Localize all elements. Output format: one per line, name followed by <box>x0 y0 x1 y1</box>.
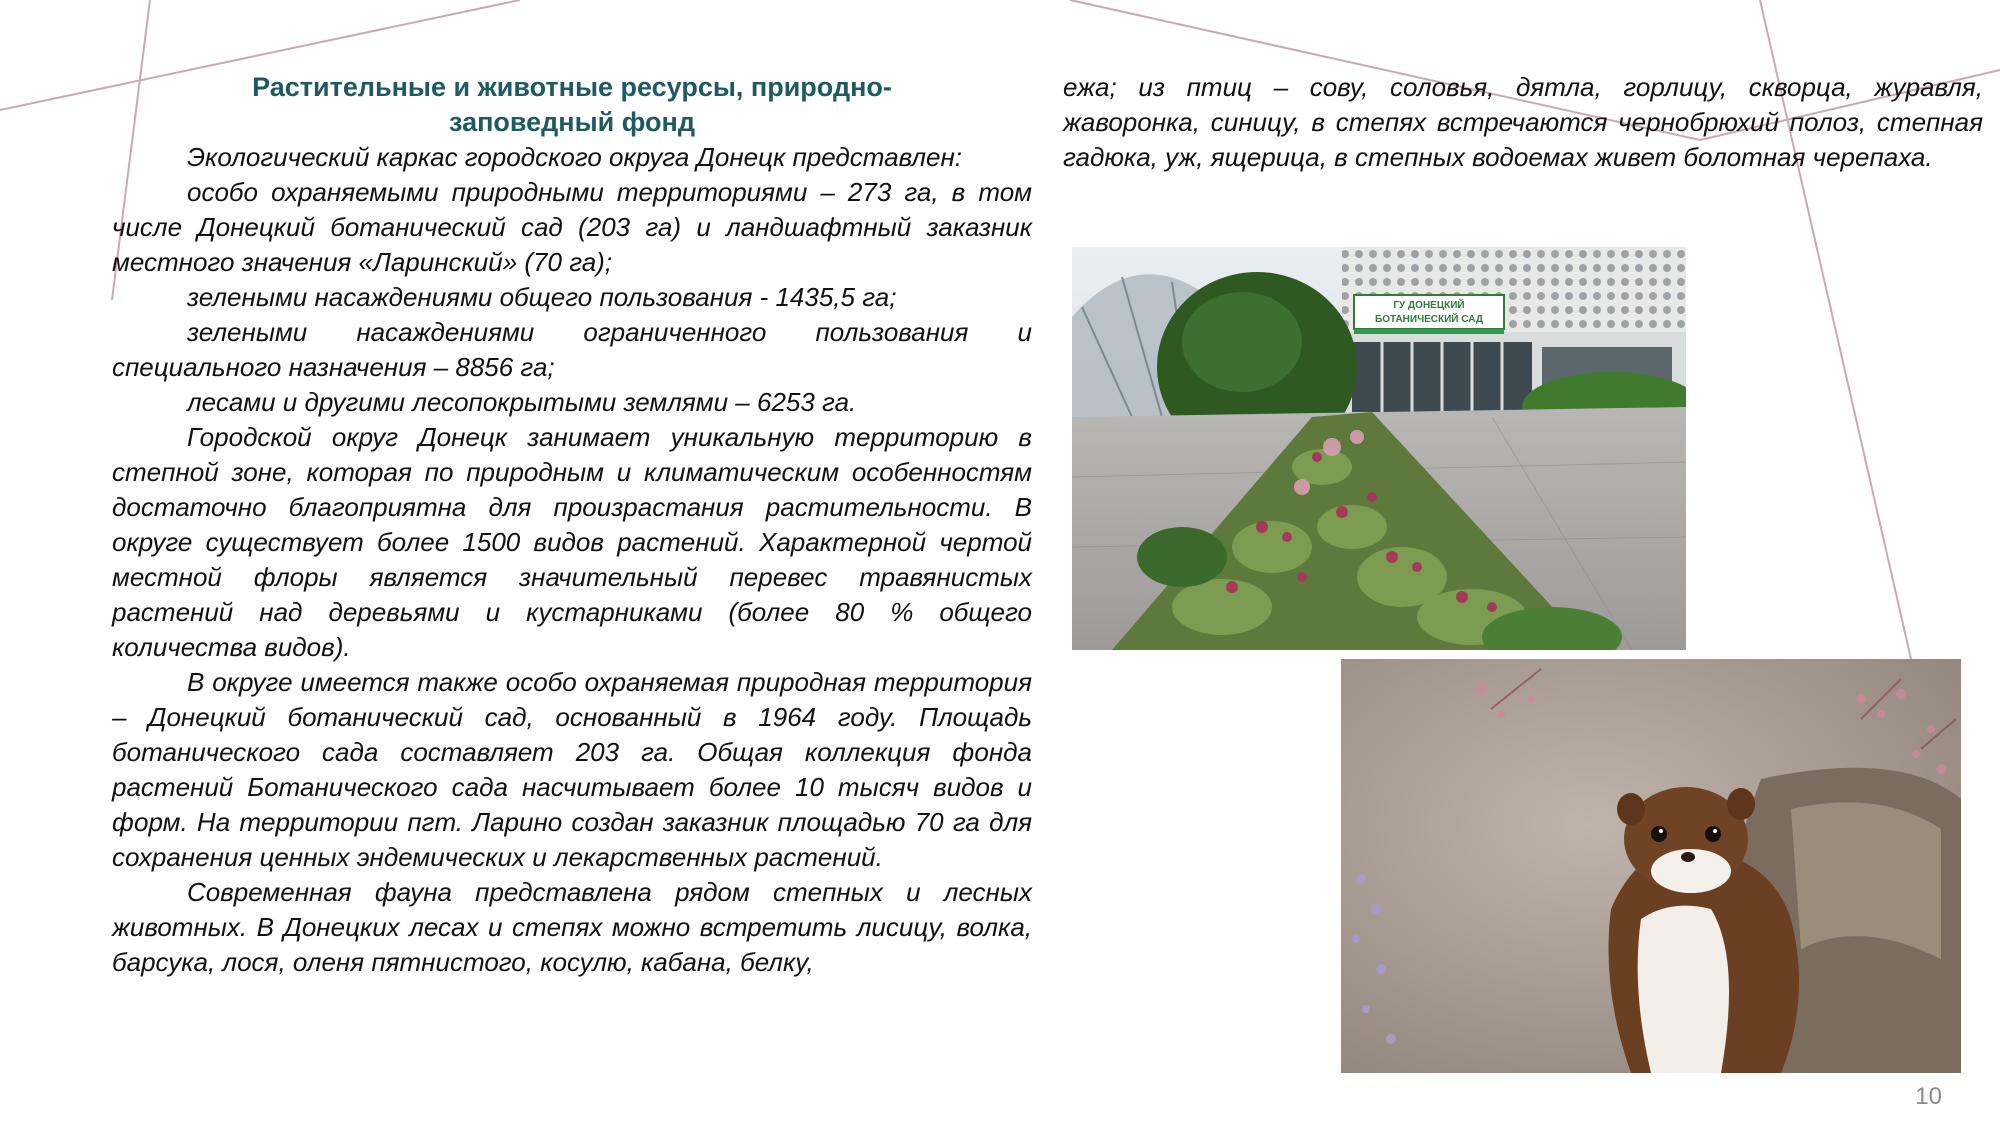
paragraph-fauna-continued: ежа; из птиц – сову, соловья, дятла, горлицу, скворца, журавля, жаворонка, синицу, в степях встречаются чернобрюхий полоз, степная гадюка, уж, ящерица, в степных водоемах живет болотная черепаха. <box>1063 72 1983 172</box>
botanical-garden-photo <box>1072 247 1686 650</box>
weasel-photo <box>1341 659 1961 1073</box>
garden-sign-line-1: ГУ ДОНЕЦКИЙ <box>1393 300 1465 311</box>
paragraph-botanical-garden: В округе имеется также особо охраняемая природная территория – Донецкий ботанический сад, основанный в 1964 году. Площадь ботанического сада составляет 203 га. Общая коллекция фонда растений Ботанического сада насчитывает более 10 тысяч видов и форм. На территории пгт. Ларино создан заказник площадью 70 га для сохранения ценных эндемических и лекарственных растений. <box>112 667 1032 872</box>
paragraph-protected-areas: особо охраняемыми природными территориями – 273 га, в том числе Донецкий ботанический сад (203 га) и ландшафтный заказник местного значения «Ларинский» (70 га); <box>112 177 1032 277</box>
paragraph-restricted-green: зелеными насаждениями ограниченного пользования и специального назначения – 8856 га; <box>112 317 1032 382</box>
right-text-column <box>1063 70 1983 175</box>
paragraph-public-green: зелеными насаждениями общего пользования - 1435,5 га; <box>187 282 897 312</box>
page-number: 10 <box>1915 1083 1942 1110</box>
left-text-column <box>112 140 1032 980</box>
paragraph-fauna: Современная фауна представлена рядом степных и лесных животных. В Донецких лесах и степях можно встретить лисицу, волка, барсука, лося, оленя пятнистого, косулю, кабана, белку, <box>112 877 1032 977</box>
section-title <box>112 70 1032 140</box>
paragraph-forests: лесами и другими лесопокрытыми землями – 6253 га. <box>187 387 857 417</box>
section-title-line-2: заповедный фонд <box>449 107 695 137</box>
paragraph-flora: Городской округ Донецк занимает уникальную территорию в степной зоне, которая по природным и климатическим особенностям достаточно благоприятна для произрастания растительности. В округе существует более 1500 видов растений. Характерной чертой местной флоры является значительный перевес травянистых растений над деревьями и кустарниками (более 80 % общего количества видов). <box>112 422 1032 662</box>
paragraph-intro: Экологический каркас городского округа Донецк представлен: <box>187 142 962 172</box>
section-title-line-1: Растительные и животные ресурсы, природно- <box>252 72 892 102</box>
garden-sign-line-2: БОТАНИЧЕСКИЙ САД <box>1375 314 1483 325</box>
